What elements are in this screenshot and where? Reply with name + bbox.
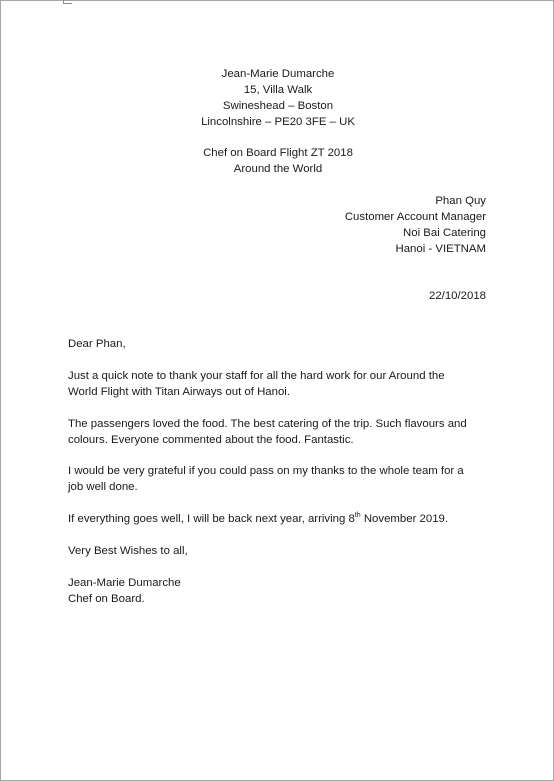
paragraph-4 xyxy=(68,511,448,527)
sender-street: 15, Villa Walk xyxy=(243,84,313,96)
recipient-city: Hanoi - VIETNAM xyxy=(395,243,486,255)
paragraph-3-line-1: I would be very grateful if you could pass on my thanks to the whole team for a xyxy=(68,465,464,477)
recipient-company: Noi Bai Catering xyxy=(403,227,486,239)
recipient-position: Customer Account Manager xyxy=(344,211,486,223)
page-corner-mark xyxy=(63,0,72,4)
sender-name: Jean-Marie Dumarche xyxy=(221,68,335,80)
salutation: Dear Phan, xyxy=(68,338,126,350)
recipient-name: Phan Quy xyxy=(435,195,486,207)
paragraph-2-line-2: colours. Everyone commented about the food. Fantastic. xyxy=(68,434,354,446)
role-title: Chef on Board Flight ZT 2018 xyxy=(203,147,353,159)
paragraph-4-text: If everything goes well, I will be back next year, arriving 8 xyxy=(68,513,355,525)
paragraph-1-line-1: Just a quick note to thank your staff for all the hard work for our Around the xyxy=(68,370,445,382)
role-subtitle: Around the World xyxy=(233,163,323,175)
signature-name: Jean-Marie Dumarche xyxy=(68,577,181,589)
paragraph-1-line-2: World Flight with Titan Airways out of Hanoi. xyxy=(68,386,290,398)
paragraph-2-line-1: The passengers loved the food. The best catering of the trip. Such flavours and xyxy=(68,418,467,430)
sender-county: Lincolnshire – PE20 3FE – UK xyxy=(201,116,355,128)
letter-date: 22/10/2018 xyxy=(428,290,486,302)
ordinal-suffix: th xyxy=(354,512,361,519)
signature-title: Chef on Board. xyxy=(68,593,145,605)
paragraph-3-line-2: job well done. xyxy=(68,481,138,493)
paragraph-4-text-end: November 2019. xyxy=(360,513,449,525)
closing: Very Best Wishes to all, xyxy=(68,545,188,557)
sender-town: Swineshead – Boston xyxy=(222,100,334,112)
